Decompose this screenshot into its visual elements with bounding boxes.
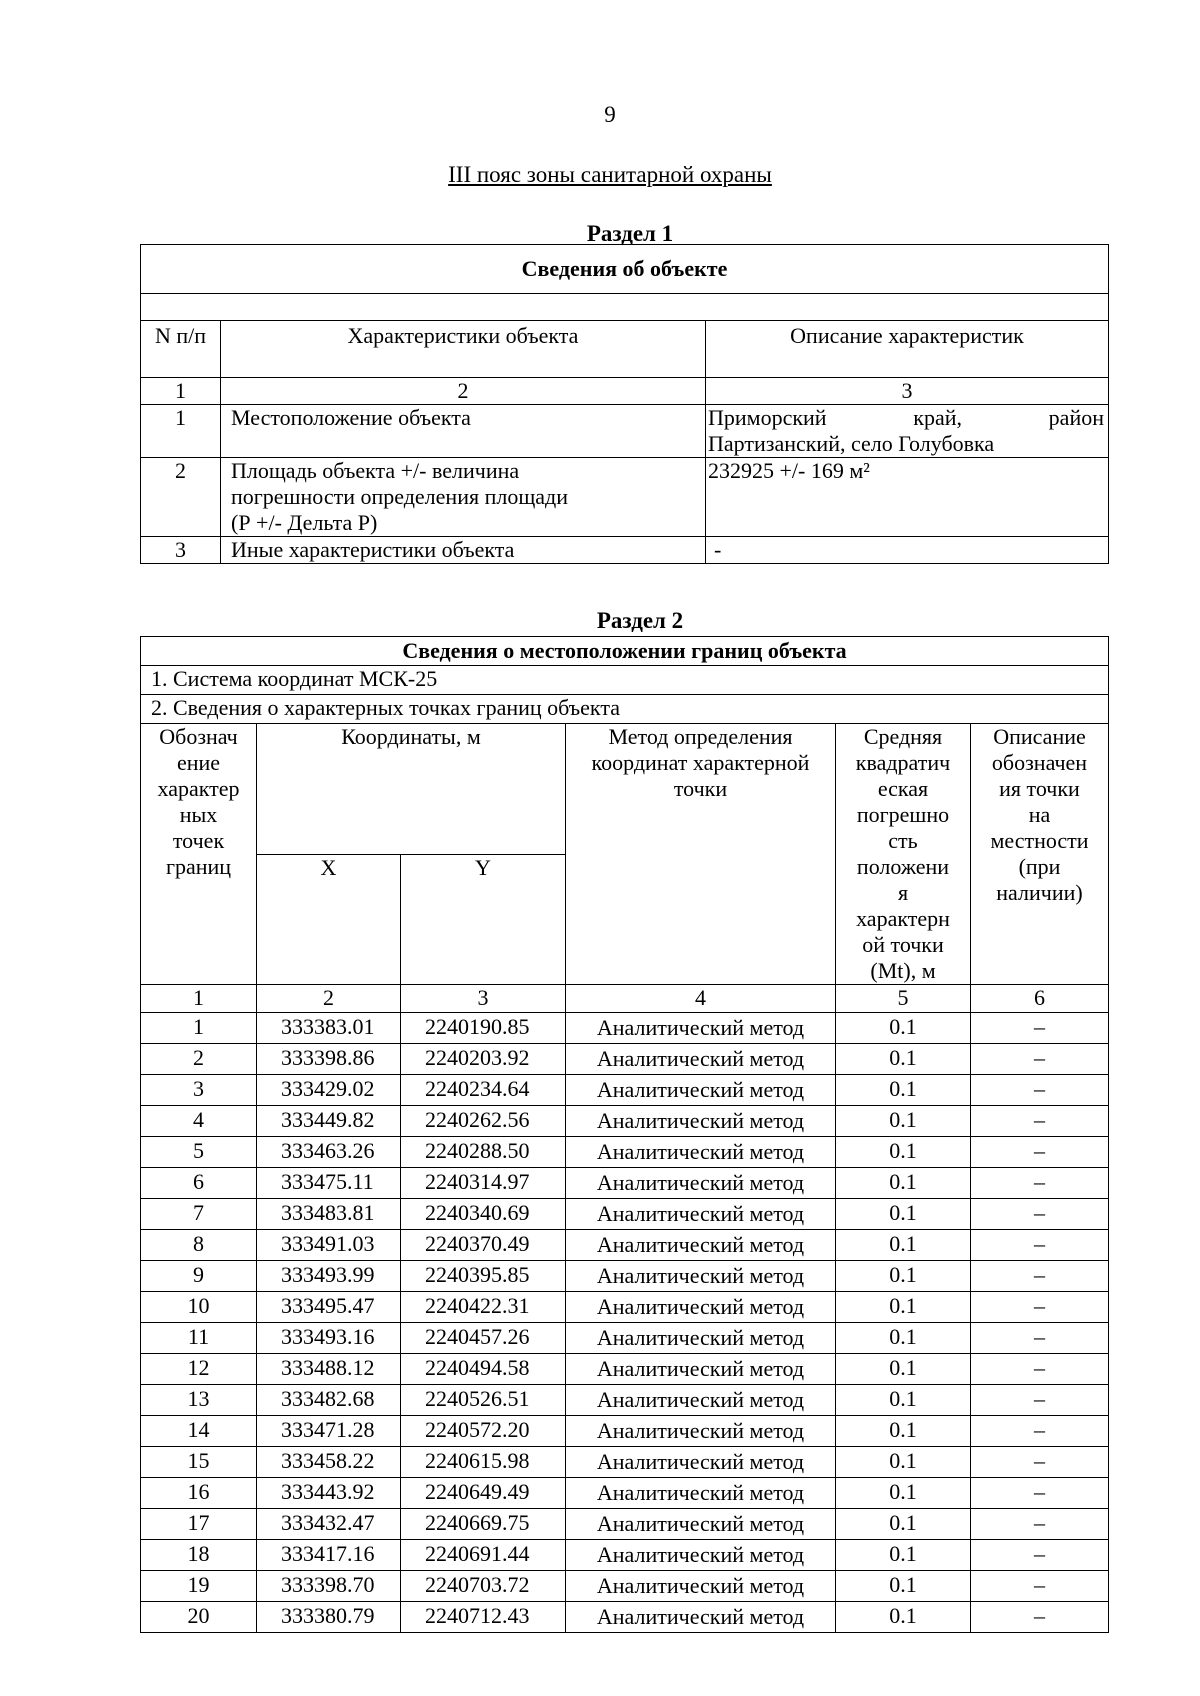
point-method: Аналитический метод <box>566 1540 836 1571</box>
table-row <box>141 1261 1109 1292</box>
point-error: 0.1 <box>836 1044 971 1075</box>
point-method: Аналитический метод <box>566 1478 836 1509</box>
point-description: – <box>971 1509 1109 1540</box>
point-x: 333463.26 <box>257 1137 401 1168</box>
point-number: 11 <box>141 1323 257 1354</box>
point-y: 2240370.49 <box>401 1230 566 1261</box>
point-error: 0.1 <box>836 1168 971 1199</box>
point-number: 19 <box>141 1571 257 1602</box>
header-line: наличии) <box>996 880 1083 905</box>
description-line: Приморский край, район <box>708 405 1104 430</box>
table-row <box>141 1416 1109 1447</box>
point-y: 2240712.43 <box>401 1602 566 1633</box>
point-number: 15 <box>141 1447 257 1478</box>
point-method: Аналитический метод <box>566 1447 836 1478</box>
point-number: 10 <box>141 1292 257 1323</box>
header-num: N п/п <box>141 321 221 378</box>
col-number: 2 <box>221 378 706 405</box>
point-error: 0.1 <box>836 1137 971 1168</box>
header-line: координат характерной <box>591 750 810 775</box>
characteristic-line: (Р +/- Дельта Р) <box>231 510 378 535</box>
point-description: – <box>971 1416 1109 1447</box>
table-row <box>141 1292 1109 1323</box>
point-number: 18 <box>141 1540 257 1571</box>
point-x: 333483.81 <box>257 1199 401 1230</box>
table-row <box>141 1602 1109 1633</box>
header-x: X <box>257 854 401 985</box>
point-x: 333383.01 <box>257 1013 401 1044</box>
point-method: Аналитический метод <box>566 1354 836 1385</box>
point-method: Аналитический метод <box>566 1137 836 1168</box>
point-number: 4 <box>141 1106 257 1137</box>
point-y: 2240262.56 <box>401 1106 566 1137</box>
point-y: 2240457.26 <box>401 1323 566 1354</box>
header-line: Метод определения <box>608 724 793 749</box>
header-line: местности <box>990 828 1089 853</box>
point-x: 333429.02 <box>257 1075 401 1106</box>
point-method: Аналитический метод <box>566 1106 836 1137</box>
point-x: 333380.79 <box>257 1602 401 1633</box>
header-description: Описание характеристик <box>706 321 1109 378</box>
characteristic-line: Площадь объекта +/- величина <box>231 458 520 483</box>
point-description: – <box>971 1044 1109 1075</box>
row-number: 3 <box>141 537 221 564</box>
header-line: ой точки <box>862 932 944 957</box>
point-number: 1 <box>141 1013 257 1044</box>
header-line: (при <box>1018 854 1061 879</box>
point-error: 0.1 <box>836 1571 971 1602</box>
point-error: 0.1 <box>836 1540 971 1571</box>
table-row <box>141 1075 1109 1106</box>
section2-label: Раздел 2 <box>596 608 684 633</box>
table-row <box>141 405 1109 458</box>
point-number: 3 <box>141 1075 257 1106</box>
point-error: 0.1 <box>836 1013 971 1044</box>
col-number: 5 <box>836 985 971 1013</box>
header-line: положени <box>856 854 950 879</box>
point-number: 6 <box>141 1168 257 1199</box>
point-description: – <box>971 1540 1109 1571</box>
point-method: Аналитический метод <box>566 1571 836 1602</box>
section2-title: Сведения о местоположении границ объекта <box>141 637 1109 666</box>
point-y: 2240190.85 <box>401 1013 566 1044</box>
point-y: 2240203.92 <box>401 1044 566 1075</box>
header-line: я <box>897 880 909 905</box>
col-number: 1 <box>141 378 221 405</box>
point-x: 333398.70 <box>257 1571 401 1602</box>
points-body <box>141 1013 1109 1633</box>
point-error: 0.1 <box>836 1199 971 1230</box>
table-row <box>141 1385 1109 1416</box>
point-error: 0.1 <box>836 1385 971 1416</box>
point-x: 333458.22 <box>257 1447 401 1478</box>
table-row <box>141 1230 1109 1261</box>
point-method: Аналитический метод <box>566 1416 836 1447</box>
header-line: характер <box>157 776 240 801</box>
points-heading: 2. Сведения о характерных точках границ объекта <box>141 695 1109 724</box>
section1-title: Сведения об объекте <box>141 245 1109 294</box>
point-description: – <box>971 1292 1109 1323</box>
col-number: 1 <box>141 985 257 1013</box>
point-description: – <box>971 1447 1109 1478</box>
point-y: 2240494.58 <box>401 1354 566 1385</box>
point-description: – <box>971 1385 1109 1416</box>
point-x: 333493.16 <box>257 1323 401 1354</box>
point-method: Аналитический метод <box>566 1075 836 1106</box>
header-line: границ <box>165 854 232 879</box>
col-number: 6 <box>971 985 1109 1013</box>
table-row <box>141 1168 1109 1199</box>
header-line: характерн <box>856 906 950 931</box>
point-method: Аналитический метод <box>566 1509 836 1540</box>
point-method: Аналитический метод <box>566 1261 836 1292</box>
row-description: - <box>706 537 1109 564</box>
zone-title <box>0 162 1200 188</box>
point-y: 2240572.20 <box>401 1416 566 1447</box>
table-row <box>141 1478 1109 1509</box>
section1-table <box>140 244 1109 564</box>
point-number: 20 <box>141 1602 257 1633</box>
row-description: 232925 +/- 169 м² <box>706 458 1109 537</box>
header-error <box>836 724 971 985</box>
point-y: 2240649.49 <box>401 1478 566 1509</box>
table-row <box>141 1571 1109 1602</box>
header-line: погрешно <box>856 802 950 827</box>
point-number: 2 <box>141 1044 257 1075</box>
point-x: 333493.99 <box>257 1261 401 1292</box>
table-row <box>141 1323 1109 1354</box>
point-y: 2240669.75 <box>401 1509 566 1540</box>
row-characteristic <box>221 458 706 537</box>
table-row <box>141 1447 1109 1478</box>
header-line: квадратич <box>855 750 951 775</box>
row-number: 2 <box>141 458 221 537</box>
point-error: 0.1 <box>836 1416 971 1447</box>
row-characteristic: Местоположение объекта <box>221 405 706 458</box>
characteristic-line: погрешности определения площади <box>231 484 569 509</box>
point-error: 0.1 <box>836 1075 971 1106</box>
point-description: – <box>971 1261 1109 1292</box>
point-error: 0.1 <box>836 1447 971 1478</box>
point-number: 5 <box>141 1137 257 1168</box>
page-number: 9 <box>604 102 616 127</box>
row-characteristic: Иные характеристики объекта <box>221 537 706 564</box>
point-x: 333449.82 <box>257 1106 401 1137</box>
section1-label: Раздел 1 <box>586 221 674 246</box>
point-description: – <box>971 1602 1109 1633</box>
header-line: сть <box>888 828 918 853</box>
point-method: Аналитический метод <box>566 1230 836 1261</box>
row-description <box>706 405 1109 458</box>
coordinate-system: 1. Система координат МСК-25 <box>141 666 1109 695</box>
header-y: Y <box>401 854 566 985</box>
point-x: 333432.47 <box>257 1509 401 1540</box>
point-y: 2240340.69 <box>401 1199 566 1230</box>
col-number: 4 <box>566 985 836 1013</box>
point-method: Аналитический метод <box>566 1199 836 1230</box>
point-x: 333491.03 <box>257 1230 401 1261</box>
point-x: 333495.47 <box>257 1292 401 1323</box>
point-error: 0.1 <box>836 1230 971 1261</box>
point-description: – <box>971 1199 1109 1230</box>
header-designation <box>141 724 257 985</box>
point-y: 2240422.31 <box>401 1292 566 1323</box>
header-line: точек <box>172 828 225 853</box>
point-error: 0.1 <box>836 1292 971 1323</box>
header-line: еская <box>877 776 929 801</box>
point-y: 2240395.85 <box>401 1261 566 1292</box>
header-description <box>971 724 1109 985</box>
point-method: Аналитический метод <box>566 1292 836 1323</box>
header-line: ия точки <box>999 776 1080 801</box>
section2-table <box>140 636 1109 1633</box>
header-line: (Mt), м <box>870 958 936 983</box>
point-y: 2240703.72 <box>401 1571 566 1602</box>
point-description: – <box>971 1323 1109 1354</box>
header-method <box>566 724 836 985</box>
point-x: 333471.28 <box>257 1416 401 1447</box>
col-number: 3 <box>706 378 1109 405</box>
point-error: 0.1 <box>836 1602 971 1633</box>
point-description: – <box>971 1571 1109 1602</box>
point-y: 2240526.51 <box>401 1385 566 1416</box>
table-row <box>141 1044 1109 1075</box>
point-description: – <box>971 1106 1109 1137</box>
point-x: 333443.92 <box>257 1478 401 1509</box>
point-y: 2240234.64 <box>401 1075 566 1106</box>
point-x: 333475.11 <box>257 1168 401 1199</box>
point-description: – <box>971 1137 1109 1168</box>
point-method: Аналитический метод <box>566 1385 836 1416</box>
table-row <box>141 1013 1109 1044</box>
point-error: 0.1 <box>836 1354 971 1385</box>
point-x: 333398.86 <box>257 1044 401 1075</box>
col-number: 3 <box>401 985 566 1013</box>
point-error: 0.1 <box>836 1261 971 1292</box>
table-row <box>141 537 1109 564</box>
point-number: 14 <box>141 1416 257 1447</box>
table-row <box>141 1354 1109 1385</box>
point-description: – <box>971 1354 1109 1385</box>
point-method: Аналитический метод <box>566 1323 836 1354</box>
point-error: 0.1 <box>836 1478 971 1509</box>
point-y: 2240314.97 <box>401 1168 566 1199</box>
point-number: 7 <box>141 1199 257 1230</box>
point-description: – <box>971 1013 1109 1044</box>
point-number: 8 <box>141 1230 257 1261</box>
point-y: 2240288.50 <box>401 1137 566 1168</box>
table-row <box>141 458 1109 537</box>
point-description: – <box>971 1075 1109 1106</box>
point-description: – <box>971 1168 1109 1199</box>
header-line: Обознач <box>159 724 238 749</box>
point-error: 0.1 <box>836 1509 971 1540</box>
header-line: на <box>1028 802 1051 827</box>
point-number: 13 <box>141 1385 257 1416</box>
table-row <box>141 1137 1109 1168</box>
table-row <box>141 1540 1109 1571</box>
header-coordinates: Координаты, м <box>257 724 566 855</box>
point-method: Аналитический метод <box>566 1602 836 1633</box>
table-row <box>141 1106 1109 1137</box>
point-x: 333417.16 <box>257 1540 401 1571</box>
point-method: Аналитический метод <box>566 1168 836 1199</box>
table-row <box>141 1509 1109 1540</box>
point-error: 0.1 <box>836 1106 971 1137</box>
header-characteristic: Характеристики объекта <box>221 321 706 378</box>
point-y: 2240691.44 <box>401 1540 566 1571</box>
header-line: Средняя <box>863 724 943 749</box>
row-number: 1 <box>141 405 221 458</box>
point-description: – <box>971 1230 1109 1261</box>
header-line: обозначен <box>991 750 1088 775</box>
point-method: Аналитический метод <box>566 1044 836 1075</box>
point-number: 9 <box>141 1261 257 1292</box>
description-line: Партизанский, село Голубовка <box>708 431 995 456</box>
point-x: 333488.12 <box>257 1354 401 1385</box>
point-method: Аналитический метод <box>566 1013 836 1044</box>
point-description: – <box>971 1478 1109 1509</box>
point-x: 333482.68 <box>257 1385 401 1416</box>
section1-blank-row <box>141 294 1109 321</box>
zone-title-text: III пояс зоны санитарной охраны <box>448 162 772 187</box>
header-line: точки <box>673 776 728 801</box>
col-number: 2 <box>257 985 401 1013</box>
header-line: ных <box>179 802 218 827</box>
point-y: 2240615.98 <box>401 1447 566 1478</box>
point-number: 12 <box>141 1354 257 1385</box>
header-line: ение <box>176 750 221 775</box>
point-number: 17 <box>141 1509 257 1540</box>
header-line: Описание <box>993 724 1086 749</box>
table-row <box>141 1199 1109 1230</box>
point-error: 0.1 <box>836 1323 971 1354</box>
point-number: 16 <box>141 1478 257 1509</box>
